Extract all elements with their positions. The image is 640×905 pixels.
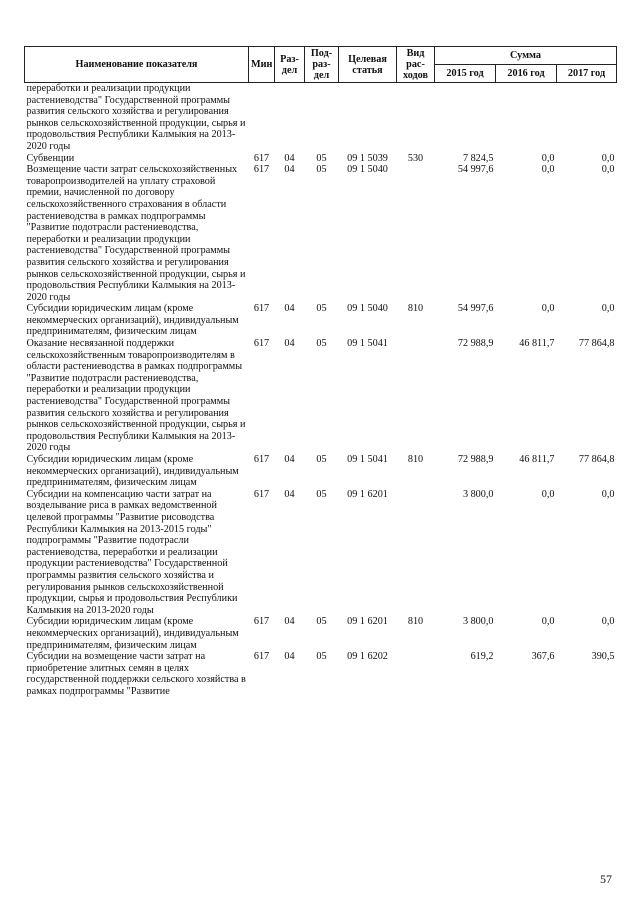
cell-razdel: 04 (284, 616, 295, 628)
header-vid: Вид рас- ходов (397, 47, 435, 83)
cell-v2016: 0,0 (541, 164, 555, 176)
cell-min: 617 (253, 303, 270, 315)
cell-min: 617 (253, 488, 270, 500)
table-row (25, 616, 617, 651)
cell-name: переработки и реализации продукции растениеводства" Государственной программы развития сельского хозяйства и регулирования рынков сельскохозяйственной продукции, сырья и продовольствия Республики Калмыкия на 2013-2020 годы (26, 83, 246, 152)
cell-v2015: 72 988,9 (457, 338, 494, 350)
cell-min: 617 (253, 152, 270, 164)
cell-v2015: 72 988,9 (457, 454, 494, 465)
cell-v2017: 77 864,8 (578, 454, 615, 465)
cell-v2016: 367,6 (531, 651, 555, 663)
cell-target: 09 1 6202 (347, 651, 388, 663)
table-row (25, 303, 617, 338)
cell-v2016: 46 811,7 (519, 338, 555, 350)
cell-v2015: 54 997,6 (457, 303, 494, 315)
cell-podrazdel: 05 (316, 616, 327, 628)
cell-v2016: 46 811,7 (519, 454, 555, 465)
cell-razdel: 04 (284, 152, 295, 164)
cell-v2015: 619,2 (470, 651, 494, 663)
cell-v2016 (496, 83, 557, 153)
cell-v2015: 54 997,6 (457, 164, 494, 176)
cell-razdel: 04 (284, 454, 295, 465)
cell-v2016: 0,0 (541, 616, 555, 628)
cell-v2017 (557, 83, 617, 153)
table-row (25, 164, 617, 303)
cell-podrazdel: 05 (316, 338, 327, 350)
cell-vid: 810 (407, 303, 424, 315)
cell-razdel: 04 (284, 651, 295, 663)
cell-v2015: 3 800,0 (462, 616, 494, 628)
cell-podrazdel (305, 83, 339, 153)
header-row (25, 47, 617, 65)
cell-name: Субсидии юридическим лицам (кроме некоммерческих организаций), индивидуальным предпринимателям, физическим лицам (26, 454, 239, 489)
cell-min (249, 83, 275, 153)
cell-razdel: 04 (284, 164, 295, 176)
cell-name: Оказание несвязанной поддержки сельскохозяйственным товаропроизводителям в области растениеводства в рамках подпрограммы "Развитие подотрасли растениеводства, переработки и реализации продукции растениеводства" Государственной программы развития сельского хозяйства и регулирования рынков сельскохозяйственной продукции, сырья и продовольствия Республики Калмыкия на 2013-2020 годы (26, 338, 246, 454)
cell-vid (397, 489, 435, 617)
cell-v2015: 7 824,5 (462, 152, 494, 164)
header-2016: 2016 год (496, 65, 557, 83)
cell-min: 617 (253, 338, 270, 350)
header-min: Мин (249, 47, 275, 83)
cell-razdel: 04 (284, 488, 295, 500)
cell-razdel: 04 (284, 338, 295, 350)
cell-vid (397, 338, 435, 454)
cell-razdel (275, 83, 305, 153)
cell-name: Субсидии на возмещение части затрат на приобретение элитных семян в целях государственной поддержки сельского хозяйства в рамках подпрограммы "Развитие (26, 651, 246, 697)
table-body (25, 83, 617, 698)
cell-target (339, 83, 397, 153)
cell-v2017: 390,5 (591, 651, 615, 663)
cell-podrazdel: 05 (316, 454, 327, 465)
cell-v2017: 0,0 (601, 152, 615, 164)
header-razdel: Раз- дел (275, 47, 305, 83)
header-summa: Сумма (435, 47, 617, 65)
cell-v2017: 0,0 (601, 164, 615, 176)
cell-vid (397, 164, 435, 303)
header-name: Наименование показателя (25, 47, 249, 83)
cell-min: 617 (253, 616, 270, 628)
cell-podrazdel: 05 (316, 152, 327, 164)
cell-v2017: 0,0 (601, 616, 615, 628)
cell-min: 617 (253, 454, 270, 465)
table-row (25, 489, 617, 617)
table-row (25, 651, 617, 697)
header-2017: 2017 год (557, 65, 617, 83)
cell-vid: 530 (407, 152, 424, 164)
cell-v2017: 0,0 (601, 303, 615, 315)
header-target: Целевая статья (339, 47, 397, 83)
cell-v2015: 3 800,0 (462, 488, 494, 500)
cell-v2016: 0,0 (541, 303, 555, 315)
cell-target: 09 1 5040 (347, 303, 388, 315)
cell-razdel: 04 (284, 303, 295, 315)
cell-name: Субвенции (26, 152, 75, 164)
header-2015: 2015 год (435, 65, 496, 83)
cell-vid (397, 651, 435, 697)
cell-min: 617 (253, 651, 270, 663)
cell-vid: 810 (407, 616, 424, 628)
cell-target: 09 1 5039 (347, 152, 388, 164)
cell-podrazdel: 05 (316, 164, 327, 176)
cell-v2017: 77 864,8 (578, 338, 615, 350)
cell-podrazdel: 05 (316, 651, 327, 663)
cell-target: 09 1 5041 (347, 338, 388, 350)
cell-name: Субсидии юридическим лицам (кроме некоммерческих организаций), индивидуальным предпринимателям, физическим лицам (26, 303, 239, 338)
table-row (25, 83, 617, 153)
budget-table (24, 46, 617, 697)
cell-name: Субсидии юридическим лицам (кроме некоммерческих организаций), индивидуальным предпринимателям, физическим лицам (26, 616, 239, 651)
header-podrazdel: Под- раз- дел (305, 47, 339, 83)
cell-vid: 810 (407, 454, 424, 465)
cell-podrazdel: 05 (316, 303, 327, 315)
cell-v2016: 0,0 (541, 488, 555, 500)
cell-name: Субсидии на компенсацию части затрат на возделывание риса в рамках ведомственной целевой программы "Развитие рисоводства Республики Калмыкия на 2013-2015 годы" подпрограммы "Развитие подотрасли растениеводства, переработки и реализации продукции растениеводства" Государственной программы развития сельского хозяйства и регулирования рынков сельскохозяйственной продукции, сырья и продовольствия Республики Калмыкия на 2013-2020 годы (26, 488, 238, 616)
cell-name: Возмещение части затрат сельскохозяйственных товаропроизводителей на уплату страховой премии, начисленной по договору сельскохозяйственного страхования в области растениеводства в рамках подпрограммы "Развитие подотрасли растениеводства, переработки и реализации продукции растениеводства" Государственной программы развития сельского хозяйства и регулирования рынков сельскохозяйственной продукции, сырья и продовольствия Республики Калмыкия на 2013-2020 годы (26, 164, 246, 303)
cell-target: 09 1 6201 (347, 616, 388, 628)
cell-v2015 (435, 83, 496, 153)
cell-target: 09 1 5041 (347, 454, 388, 465)
table-row (25, 454, 617, 489)
table-row (25, 153, 617, 165)
cell-v2017: 0,0 (601, 488, 615, 500)
cell-vid (397, 83, 435, 153)
cell-target: 09 1 6201 (347, 488, 388, 500)
cell-v2016: 0,0 (541, 152, 555, 164)
page-number: 57 (600, 872, 612, 886)
cell-target: 09 1 5040 (347, 164, 388, 176)
cell-podrazdel: 05 (316, 488, 327, 500)
cell-min: 617 (253, 164, 270, 176)
table-row (25, 338, 617, 454)
